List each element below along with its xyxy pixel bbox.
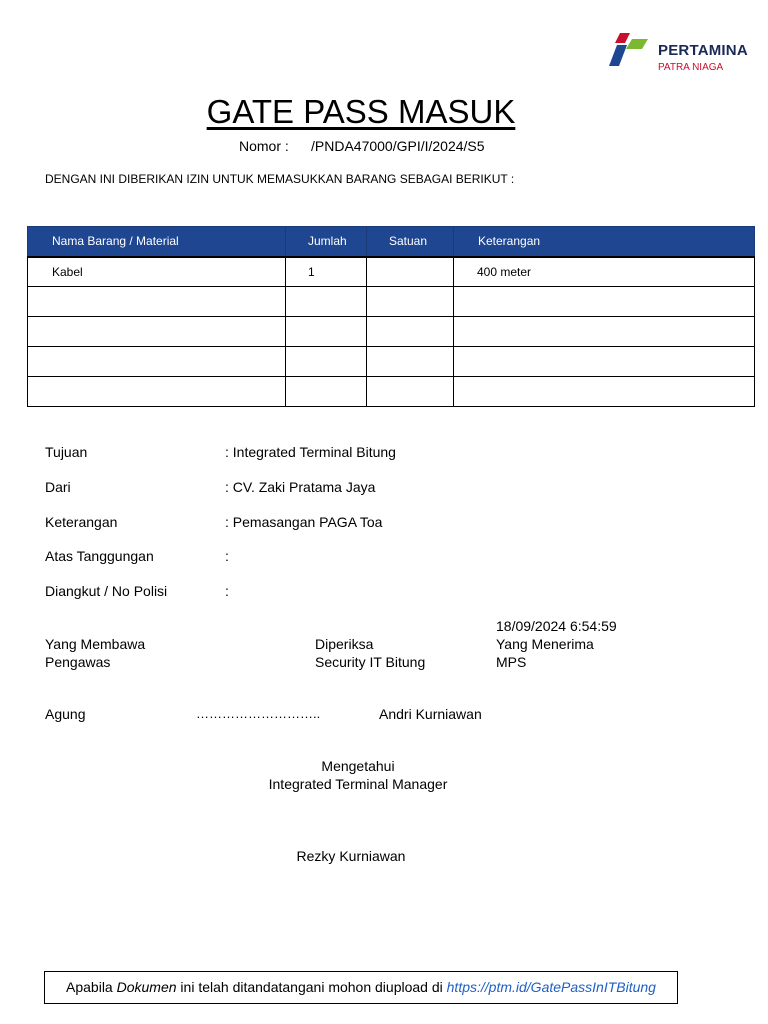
header-jumlah: Jumlah <box>286 227 367 257</box>
nomor-value: /PNDA47000/GPI/I/2024/S5 <box>311 138 485 154</box>
timestamp: 18/09/2024 6:54:59 <box>496 618 617 634</box>
table-cell <box>28 377 286 407</box>
pertamina-logo-icon <box>608 31 652 67</box>
table-row <box>28 317 755 347</box>
info-label-tujuan: Tujuan <box>45 444 88 460</box>
pertamina-logo <box>608 31 758 71</box>
table-cell <box>367 317 454 347</box>
info-value-tujuan: : Integrated Terminal Bitung <box>225 444 396 460</box>
table-cell <box>367 347 454 377</box>
table-cell: 400 meter <box>454 257 755 287</box>
checker-role: Diperiksa <box>315 636 374 652</box>
info-label-dari: Dari <box>45 479 71 495</box>
info-label-atas-tanggungan: Atas Tanggungan <box>45 548 154 564</box>
table-cell <box>286 377 367 407</box>
intro-text: DENGAN INI DIBERIKAN IZIN UNTUK MEMASUKKAN BARANG SEBAGAI BERIKUT : <box>45 172 515 186</box>
logo-name: PERTAMINA <box>658 42 748 59</box>
table-row <box>28 257 755 287</box>
document-title: GATE PASS MASUK <box>206 93 516 130</box>
table-cell <box>367 377 454 407</box>
upload-note <box>44 971 678 1004</box>
header-satuan: Satuan <box>367 227 454 257</box>
table-cell <box>454 287 755 317</box>
table-cell <box>28 317 286 347</box>
note-prefix: Apabila <box>66 979 117 995</box>
checker-title: Security IT Bitung <box>315 654 426 670</box>
table-cell <box>28 287 286 317</box>
logo-subtitle: PATRA NIAGA <box>658 62 724 73</box>
upload-link[interactable]: https://ptm.id/GatePassInITBitung <box>446 979 656 995</box>
table-cell <box>454 317 755 347</box>
header-keterangan: Keterangan <box>454 227 755 257</box>
table-row <box>28 347 755 377</box>
header-nama-barang: Nama Barang / Material <box>28 227 286 257</box>
table-cell <box>28 347 286 377</box>
table-cell <box>454 347 755 377</box>
table-cell <box>286 347 367 377</box>
info-value-keterangan: : Pemasangan PAGA Toa <box>225 514 383 530</box>
table-cell <box>367 257 454 287</box>
receiver-name: Andri Kurniawan <box>379 706 482 722</box>
receiver-title: MPS <box>496 654 527 670</box>
table-cell <box>286 317 367 347</box>
table-cell: 1 <box>286 257 367 287</box>
info-value-diangkut: : <box>225 583 229 599</box>
table-cell <box>286 287 367 317</box>
info-value-atas-tanggungan: : <box>225 548 229 564</box>
table-cell <box>367 287 454 317</box>
carrier-title: Pengawas <box>45 654 111 670</box>
items-table <box>27 226 755 407</box>
table-header-row <box>28 227 755 257</box>
checker-signature-line: ……………………….. <box>196 706 321 721</box>
table-row <box>28 287 755 317</box>
table-row <box>28 377 755 407</box>
note-middle: ini telah ditandatangani mohon diupload di <box>176 979 447 995</box>
acknowledger-name: Rezky Kurniawan <box>296 848 406 864</box>
info-label-keterangan: Keterangan <box>45 514 118 530</box>
note-emph: Dokumen <box>116 979 177 995</box>
table-cell <box>454 377 755 407</box>
table-cell: Kabel <box>28 257 286 287</box>
carrier-name: Agung <box>45 706 86 722</box>
nomor-label: Nomor : <box>239 138 289 154</box>
acknowledger-title: Integrated Terminal Manager <box>268 776 448 792</box>
receiver-role: Yang Menerima <box>496 636 594 652</box>
carrier-role: Yang Membawa <box>45 636 146 652</box>
acknowledger-role: Mengetahui <box>321 758 395 774</box>
info-value-dari: : CV. Zaki Pratama Jaya <box>225 479 376 495</box>
info-label-diangkut: Diangkut / No Polisi <box>45 583 168 599</box>
